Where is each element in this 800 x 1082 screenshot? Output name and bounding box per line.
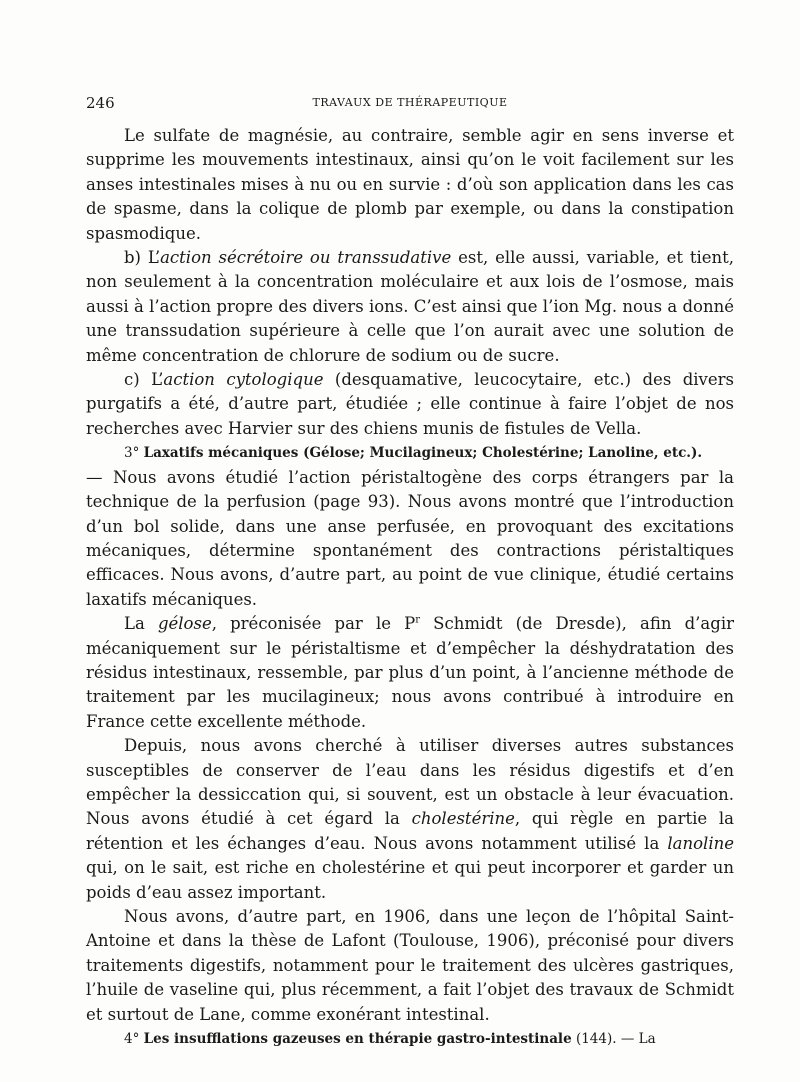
paragraph-vaseline: Nous avons, d’autre part, en 1906, dans une leçon de l’hôpital Saint-Antoine et dans la thèse de Lafont (Toulouse, 1906), préconisé pour divers traitements digestifs, notamment pour le traitement des ulcères gastriques, l’huile de vaseline qui, plus récemment, a fait l’objet des travaux de Schmidt et surtout de Lane, comme exonérant intestinal.	[86, 907, 734, 1024]
section-3-heading	[86, 441, 734, 465]
p6-italic-term-2: lanoline	[667, 833, 734, 853]
section-4-number: 4°	[124, 1031, 140, 1048]
p5-c: Schmidt (de Dresde), afin d’agir mécaniquement sur le péristaltisme et d’empêcher la déshydratation des résidus intestinaux, ressemble, par plus d’un point, à l’ancienne méthode de traitement par les mucilagineux; nous avons contribué à introduire en France cette excellente méthode.	[86, 614, 734, 731]
paragraph-cholesterine	[86, 734, 734, 905]
section-4-ref: (144).	[575, 1031, 617, 1048]
p2-italic-term: action sécrétoire ou transsudative	[160, 248, 452, 268]
section-4-heading	[86, 1027, 734, 1051]
p5-italic-term: gélose	[157, 614, 212, 634]
p6-b: , qui règle en partie la rétention et les échanges d’eau. Nous avons notamment utilisé la	[86, 809, 734, 853]
section-3-number: 3°	[124, 445, 140, 462]
p3-prefix: c) L’	[124, 370, 164, 390]
p6-italic-term-1: cholestérine	[411, 809, 515, 829]
paragraph-gelose	[86, 612, 734, 734]
section-3-title: Laxatifs mécaniques (Gélose; Mucilagineux; Cholestérine; Lanoline, etc.).	[143, 445, 703, 462]
running-title: TRAVAUX DE THÉRAPEUTIQUE	[312, 96, 508, 109]
page-number: 246	[86, 94, 115, 112]
paragraph-peristaltogenic: — Nous avons étudié l’action péristaltogène des corps étrangers par la technique de la perfusion (page 93). Nous avons montré que l’introduction d’un bol solide, dans une anse perfusée, en provoquant des excitations mécaniques, détermine spontanément des contractions péristaltiques efficaces. Nous avons, d’autre part, au point de vue clinique, étudié certains laxatifs mécaniques.	[86, 467, 734, 609]
paragraph-sulfate: Le sulfate de magnésie, au contraire, semble agir en sens inverse et supprime les mouvements intestinaux, ainsi qu’on le voit facilement sur les anses intestinales mises à nu ou en survie : d’où son application dans les cas de spasme, dans la colique de plomb par exemple, ou dans la constipation spasmodique.	[86, 126, 734, 243]
p2-prefix: b) L’	[124, 248, 161, 268]
p3-rest: (desquamative, leucocytaire, etc.) des divers purgatifs a été, d’autre part, étudiée ; elle continue à faire l’objet de nos recherches avec Harvier sur des chiens munis de fistules de Vella.	[86, 370, 734, 438]
page-header	[86, 94, 734, 114]
p2-rest: est, elle aussi, variable, et tient, non seulement à la concentration moléculaire et aux lois de l’osmose, mais aussi à l’action propre des divers ions. C’est ainsi que l’ion Mg. nous a donné une transsudation supérieure à celle que l’on aurait avec une solution de même concentration de chlorure de sodium ou de sucre.	[86, 248, 734, 365]
p6-c: qui, on le sait, est riche en cholestérine et qui peut incorporer et garder un poids d’eau assez important.	[86, 858, 734, 902]
p5-b: , préconisée par le P	[211, 614, 416, 634]
paragraph-secretory-action	[86, 246, 734, 368]
paragraph-cytologic-action	[86, 368, 734, 441]
section-4-rest: — La	[620, 1031, 656, 1048]
section-4-title: Les insufflations gazeuses en thérapie gastro-intestinale	[143, 1031, 572, 1048]
p5-a: La	[124, 614, 158, 634]
body-text	[86, 124, 734, 1051]
p3-italic-term: action cytologique	[163, 370, 324, 390]
p6-a: Depuis, nous avons cherché à utiliser diverses autres substances susceptibles de conserver de l’eau dans les résidus digestifs et d’en empêcher la dessiccation qui, si souvent, est un obstacle à leur évacuation. Nous avons étudié à cet égard la	[86, 736, 734, 829]
p5-superscript: r	[415, 614, 421, 626]
